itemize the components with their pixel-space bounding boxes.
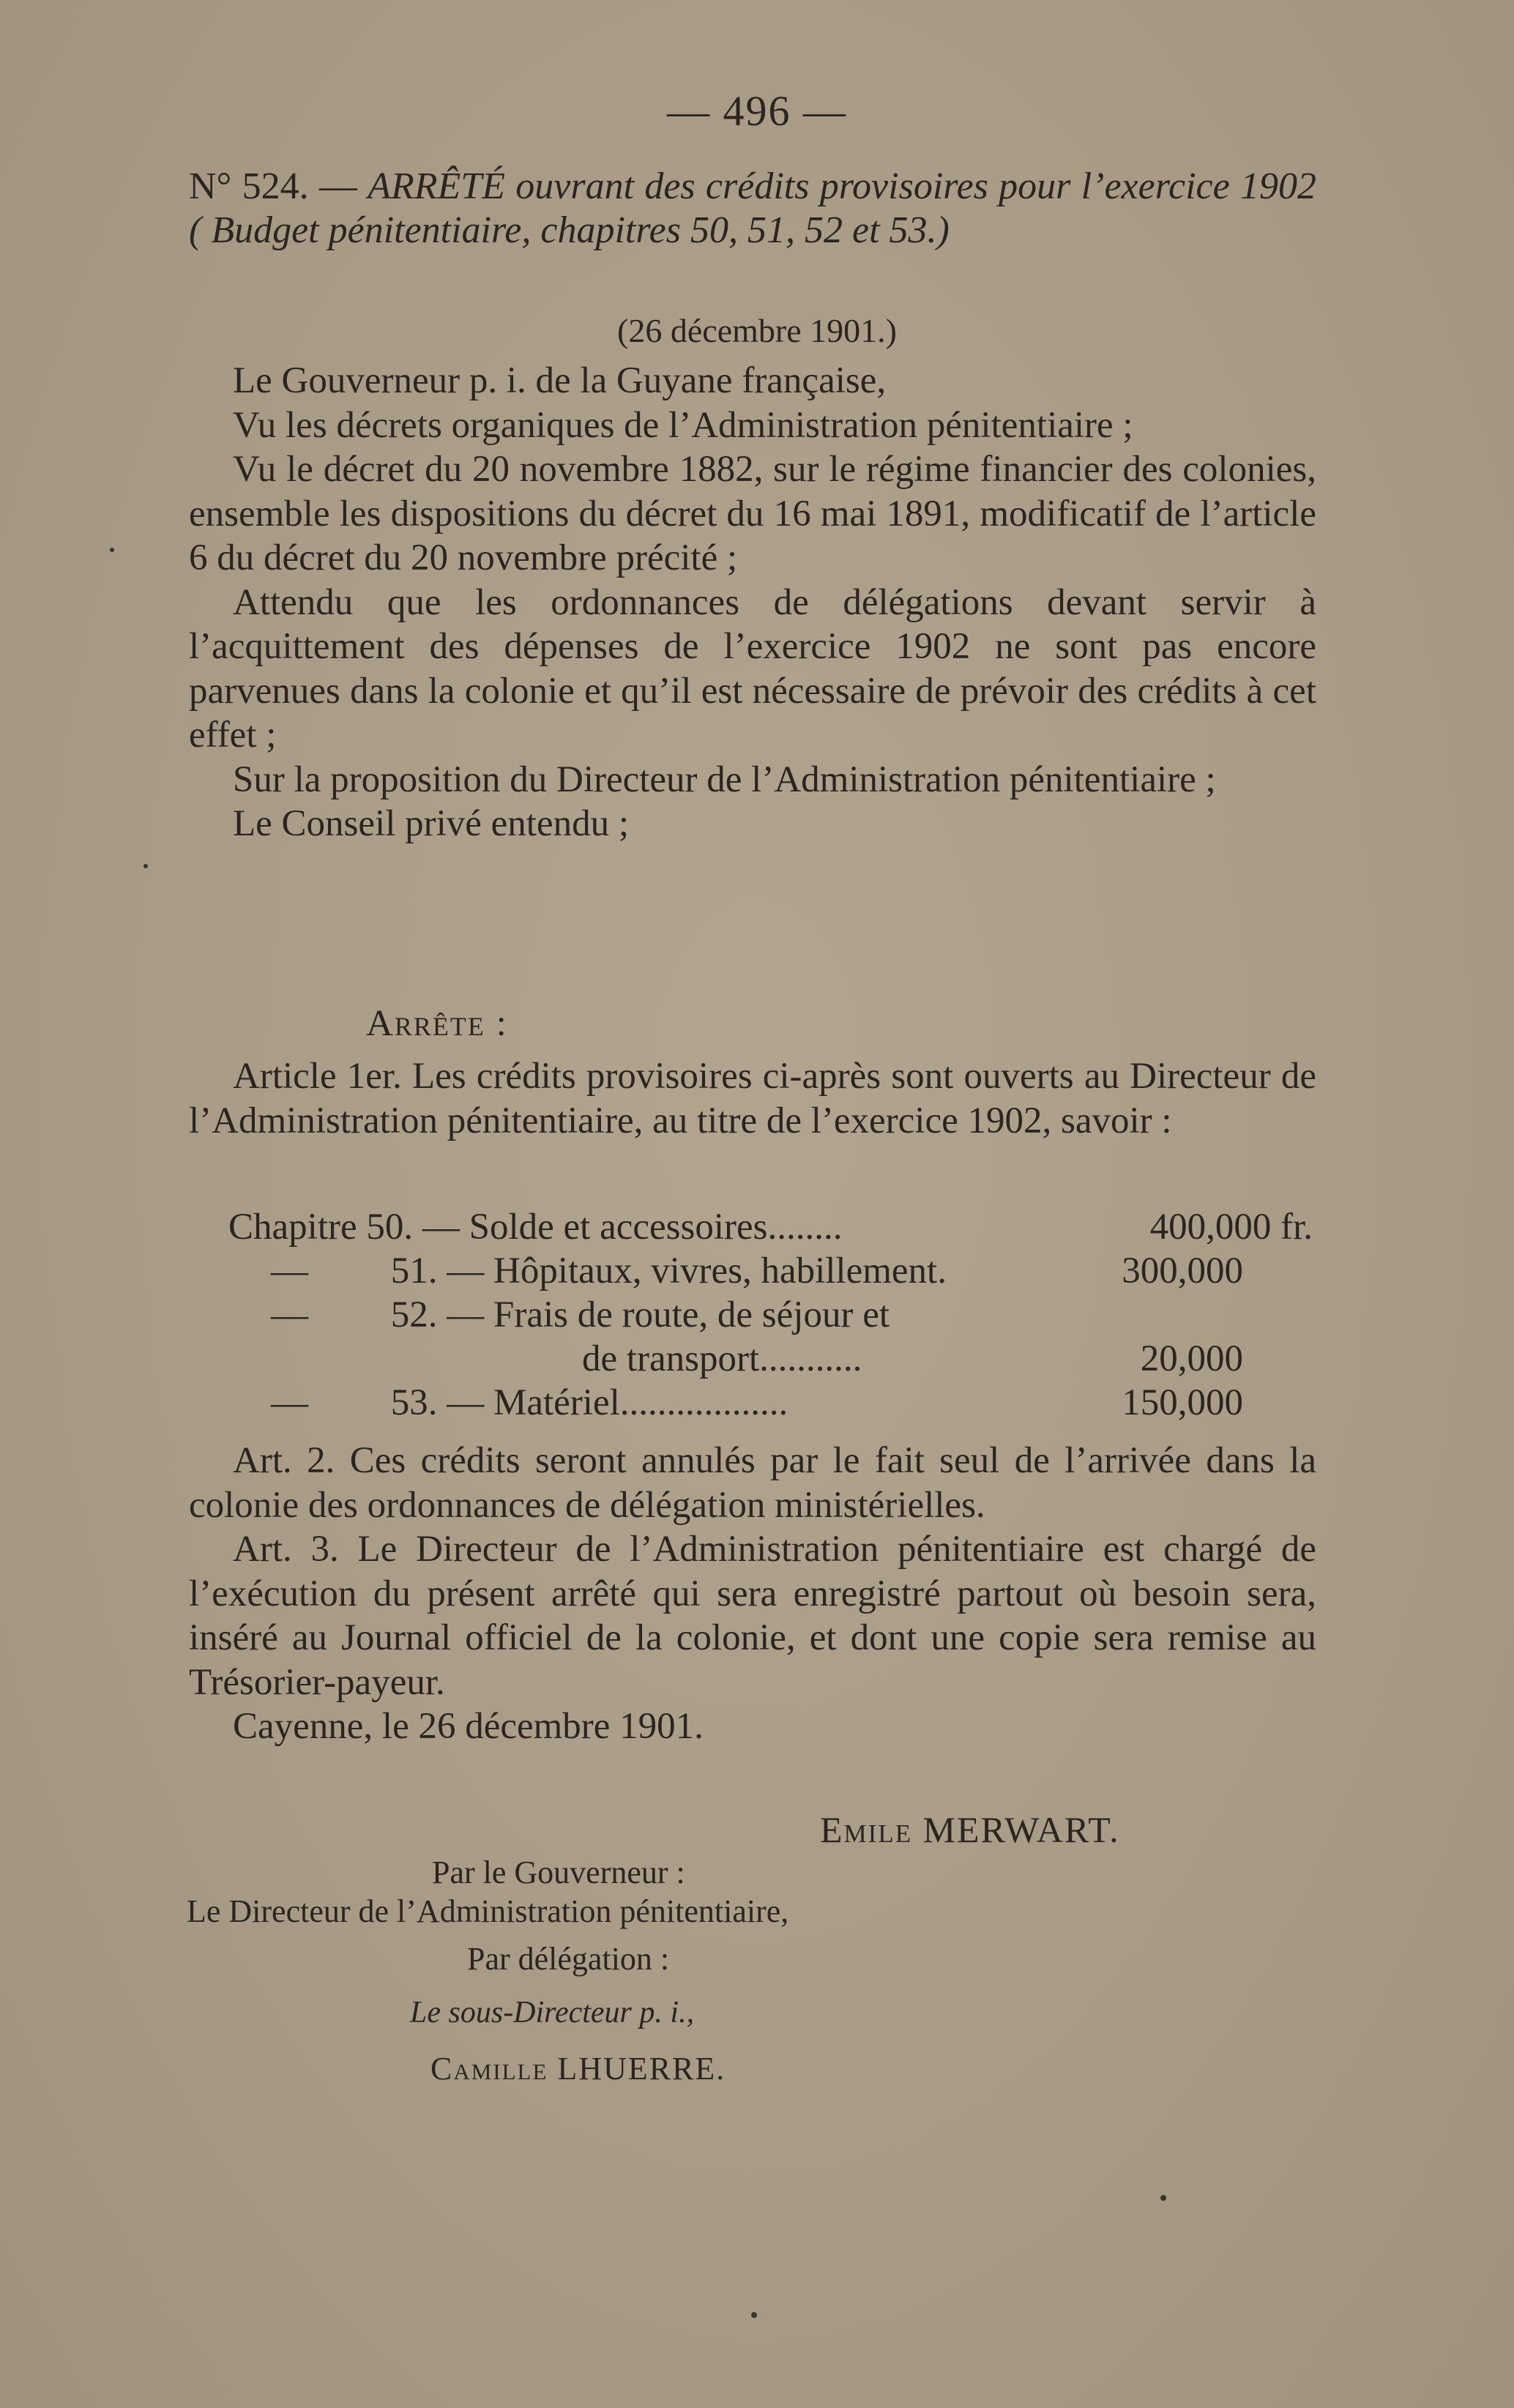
chapter-52-continuation <box>582 1338 862 1380</box>
directeur-line: Le Directeur de l’Administration pénitentiaire, <box>187 1893 789 1929</box>
par-delegation: Par délégation : <box>467 1941 670 1977</box>
chapter-51-amount: 300,000 <box>1122 1250 1243 1291</box>
preamble-conseil: Le Conseil privé entendu ; <box>233 803 630 844</box>
preamble-vu-decrets: Vu les décrets organiques de l’Administration pénitentiaire ; <box>233 404 1133 446</box>
arrete-label: Arrête : <box>366 1003 508 1044</box>
chapter-52-amount: 20,000 <box>1140 1338 1243 1379</box>
par-gouverneur: Par le Gouverneur : <box>432 1855 685 1890</box>
page-number: — 496 — <box>667 87 847 135</box>
chapter-50-row <box>228 1206 842 1248</box>
speck-mark <box>1160 2195 1166 2201</box>
heading-dash: — <box>318 165 357 207</box>
chapter-num: 50. <box>366 1207 414 1248</box>
speck-mark <box>143 864 148 868</box>
chapter-num: 53. <box>390 1382 438 1423</box>
chapter-prefix: — <box>271 1250 308 1291</box>
chapter-53-row <box>271 1382 788 1424</box>
chapter-52-row <box>271 1294 890 1336</box>
place-date: Cayenne, le 26 décembre 1901. <box>233 1706 704 1747</box>
chapter-prefix: — <box>271 1294 308 1335</box>
article-1-text: Article 1er. Les crédits provisoires ci-après sont ouverts au Directeur de l’Administration pénitentiaire, au titre de l’exercice 1902, savoir : <box>189 1056 1316 1141</box>
preamble-vu-decret-1882: Vu le décret du 20 novembre 1882, sur le régime financier des colonies, ensemble les dispositions du décret du 16 mai 1891, modificatif de l’article 6 du décret du 20 novembre précité ; <box>189 449 1316 578</box>
article-3: Art. 3. Le Directeur de l’Administration pénitentiaire est chargé de l’exécution du présent arrêté qui sera enregistré partout où besoin sera, inséré au Journal officiel de la colonie, et dont une copie sera remise au Trésorier-payeur. <box>189 1529 1316 1703</box>
sous-directeur: Le sous-Directeur p. i., <box>410 1996 695 2029</box>
decree-title: ARRÊTÉ ouvrant des crédits provisoires pour l’exercice 1902 ( Budget pénitentiaire, chapitres 50, 51, 52 et 53.) <box>189 165 1316 251</box>
chapter-prefix: Chapitre <box>228 1207 357 1248</box>
preamble-proposition: Sur la proposition du Directeur de l’Administration pénitentiaire ; <box>233 758 1216 800</box>
chapter-num: 52. <box>390 1294 438 1335</box>
preamble-attendu: Attendu que les ordonnances de délégations devant servir à l’acquittement des dépenses de l’exercice 1902 ne sont pas encore parvenues dans la colonie et qu’il est nécessaire de prévoir des crédits à cet effet ; <box>189 581 1316 756</box>
chapter-label: de transport........... <box>582 1338 862 1379</box>
speck-mark <box>751 2312 757 2318</box>
decree-number: N° 524. <box>189 165 309 207</box>
article-2: Art. 2. Ces crédits seront annulés par le fait seul de l’arrivée dans la colonie des ordonnances de délégation ministérielles. <box>189 1440 1316 1526</box>
decree-date: (26 décembre 1901.) <box>617 312 897 349</box>
chapter-51-row <box>271 1250 947 1292</box>
decree-heading <box>189 165 1316 253</box>
chapter-num: 51. <box>390 1250 438 1291</box>
second-signatory: Camille LHUERRE. <box>430 2051 726 2087</box>
chapter-prefix: — <box>271 1382 308 1423</box>
articles-2-3 <box>189 1439 1316 1749</box>
chapter-label: — Matériel.................. <box>447 1382 788 1423</box>
preamble-governor: Le Gouverneur p. i. de la Guyane française, <box>233 360 887 401</box>
chapter-label: — Hôpitaux, vivres, habillement. <box>447 1250 947 1291</box>
speck-mark <box>110 548 114 552</box>
chapter-50-amount: 400,000 fr. <box>1149 1207 1313 1248</box>
signatory: Emile MERWART. <box>820 1809 1120 1850</box>
preamble <box>189 359 1316 846</box>
chapter-label: — Solde et accessoires........ <box>422 1207 843 1248</box>
chapter-label: — Frais de route, de séjour et <box>447 1294 890 1335</box>
chapter-53-amount: 150,000 <box>1122 1382 1243 1423</box>
article-1 <box>189 1054 1316 1143</box>
